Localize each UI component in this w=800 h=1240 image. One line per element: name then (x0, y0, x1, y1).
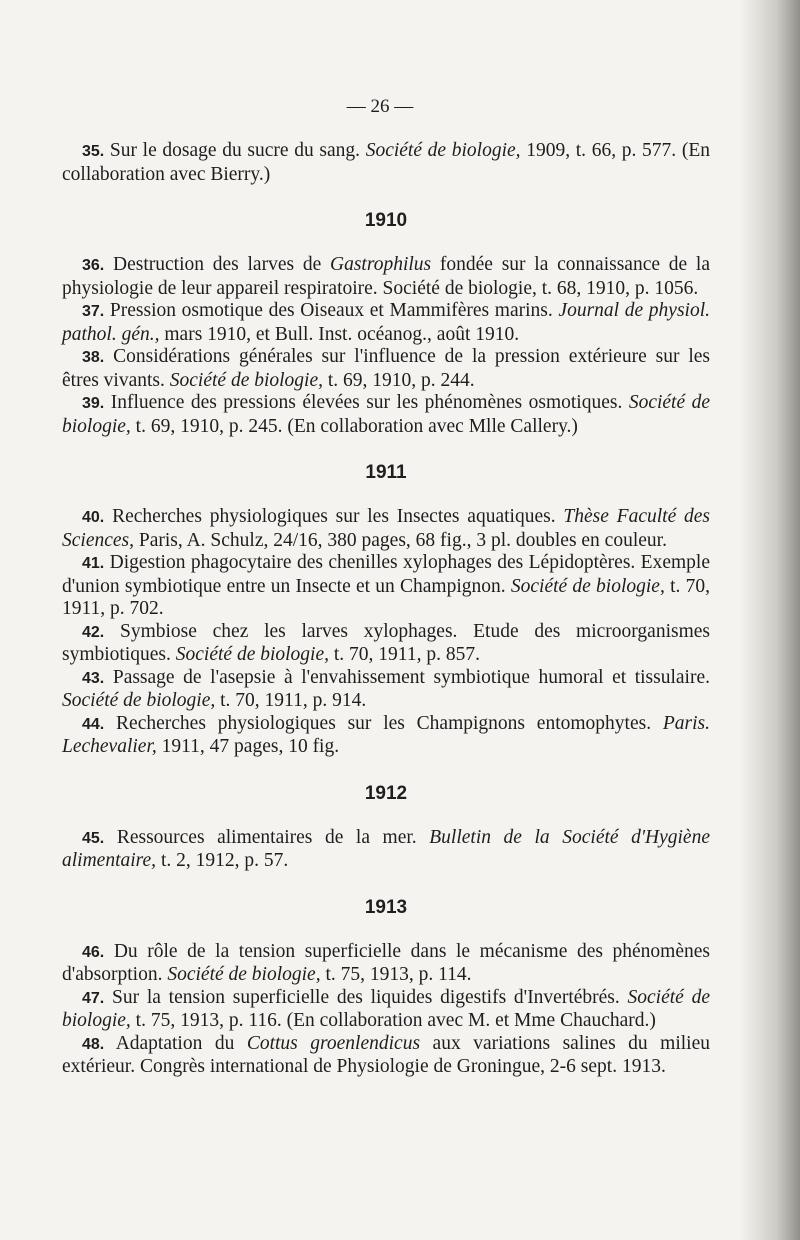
entry-reference: Paris. Lechevalier, (62, 712, 710, 757)
bibliography-entry (62, 1033, 710, 1079)
entry-number: 48. (82, 1035, 105, 1053)
entry-details: 1909, t. 66, p. 577. (En collaboration avec Bierry.) (62, 140, 710, 185)
entry-reference: Société de biologie, (175, 644, 330, 665)
bibliography (62, 140, 710, 1079)
bibliography-entry (62, 300, 710, 346)
bibliography-entry (62, 254, 710, 300)
entry-reference: Journal de physiol. pathol. gén., (62, 300, 711, 345)
entry-reference: Société de biologie, (62, 392, 710, 437)
year-heading: 1913 (364, 896, 408, 918)
entry-text: Destruction des larves de (113, 254, 330, 275)
entry-text: Sur le dosage du sucre du sang. (109, 140, 366, 161)
entry-text: Considérations générales sur l'influence de la pression extérieure sur les êtres vivants. (62, 346, 711, 391)
year-heading: 1911 (365, 462, 407, 483)
bibliography-entry (62, 140, 710, 186)
entry-details: fondée sur la connaissance de la physiologie de leur appareil respiratoire. Société de biologie, t. 68, 1910, p. 1056. (62, 254, 711, 299)
entry-text: Digestion phagocytaire des chenilles xylophages des Lépidoptères. Exemple d'union symbiotique entre un Insecte et un Champignon. (62, 552, 710, 597)
entry-text: Adaptation du (115, 1032, 247, 1054)
entry-reference: Gastrophilus (330, 254, 432, 275)
bibliography-entry (62, 713, 710, 759)
entry-reference: Société de biologie, (167, 964, 321, 985)
entry-reference: Société de biologie, (62, 986, 710, 1031)
bibliography-entry (62, 506, 710, 552)
entry-number: 44. (82, 715, 105, 733)
entry-text: Passage de l'asepsie à l'envahissement symbiotique humoral et tissulaire. (112, 666, 711, 688)
entry-number: 40. (82, 509, 105, 526)
entry-reference: Cottus groenlendicus (246, 1032, 421, 1054)
entry-number: 35. (82, 143, 105, 160)
bibliography-entry (62, 827, 710, 873)
entry-text: Recherches physiologiques sur les Insectes aquatiques. (112, 506, 564, 527)
entry-details: mars 1910, et Bull. Inst. océanog., août 1910. (159, 323, 520, 345)
entry-details: t. 69, 1910, p. 245. (En collaboration avec Mlle Callery.) (130, 415, 578, 437)
entry-details: aux variations salines du milieu extérieur. Congrès international de Physiologie de Groningue, 2-6 sept. 1913. (62, 1032, 710, 1077)
entry-details: t. 70, 1911, p. 857. (329, 644, 480, 665)
bibliography-entry (62, 621, 710, 667)
page-gutter-shadow (740, 0, 800, 1240)
bibliography-entry (62, 346, 710, 392)
year-heading: 1912 (364, 782, 408, 804)
entry-number: 43. (82, 669, 105, 687)
entry-details: t. 75, 1913, p. 114. (320, 964, 472, 985)
entry-text: Influence des pressions élevées sur les phénomènes osmotiques. (110, 392, 629, 413)
entry-text: Symbiose chez les larves xylophages. Etude des microorganismes symbiotiques. (62, 620, 711, 665)
entry-text: Ressources alimentaires de la mer. (116, 826, 430, 848)
bibliography-entry (62, 552, 710, 621)
entry-details: t. 75, 1913, p. 116. (En collaboration avec M. et Mme Chauchard.) (130, 1010, 656, 1031)
bibliography-entry (62, 987, 710, 1033)
entry-number: 38. (82, 349, 105, 366)
page-number: — 26 — (346, 96, 414, 117)
bibliography-entry (62, 667, 710, 713)
entry-text: Sur la tension superficielle des liquides digestifs d'Invertébrés. (112, 986, 628, 1008)
entry-number: 41. (82, 555, 105, 572)
entry-number: 36. (82, 257, 105, 274)
entry-reference: Société de biologie, (365, 140, 521, 161)
entry-number: 37. (82, 303, 105, 320)
entry-reference: Société de biologie, (62, 690, 216, 711)
entry-text: Pression osmotique des Oiseaux et Mammifères marins. (109, 300, 559, 321)
entry-number: 47. (82, 989, 105, 1007)
bibliography-entry (62, 941, 710, 987)
entry-number: 39. (82, 395, 105, 412)
bibliography-entry (62, 392, 710, 438)
entry-details: t. 70, 1911, p. 914. (215, 690, 367, 711)
entry-number: 46. (82, 943, 105, 961)
entry-reference: Société de biologie, (169, 369, 324, 391)
entry-details: t. 2, 1912, p. 57. (156, 850, 289, 871)
entry-number: 42. (82, 623, 105, 641)
entry-reference: Thèse Faculté des Sciences, (62, 506, 711, 551)
entry-reference: Bulletin de la Société d'Hygiène alimentaire, (62, 826, 710, 871)
entry-details: Paris, A. Schulz, 24/16, 380 pages, 68 fig., 3 pl. doubles en couleur. (134, 529, 667, 551)
entry-details: 1911, 47 pages, 10 fig. (156, 736, 340, 757)
entry-number: 45. (82, 829, 105, 847)
entry-details: t. 70, 1911, p. 702. (62, 575, 710, 619)
entry-text: Recherches physiologiques sur les Champignons entomophytes. (116, 712, 663, 734)
entry-details: t. 69, 1910, p. 244. (323, 369, 475, 391)
entry-reference: Société de biologie, (510, 575, 665, 597)
year-heading: 1910 (364, 210, 408, 231)
entry-text: Du rôle de la tension superficielle dans le mécanisme des phénomènes d'absorption. (62, 940, 710, 985)
